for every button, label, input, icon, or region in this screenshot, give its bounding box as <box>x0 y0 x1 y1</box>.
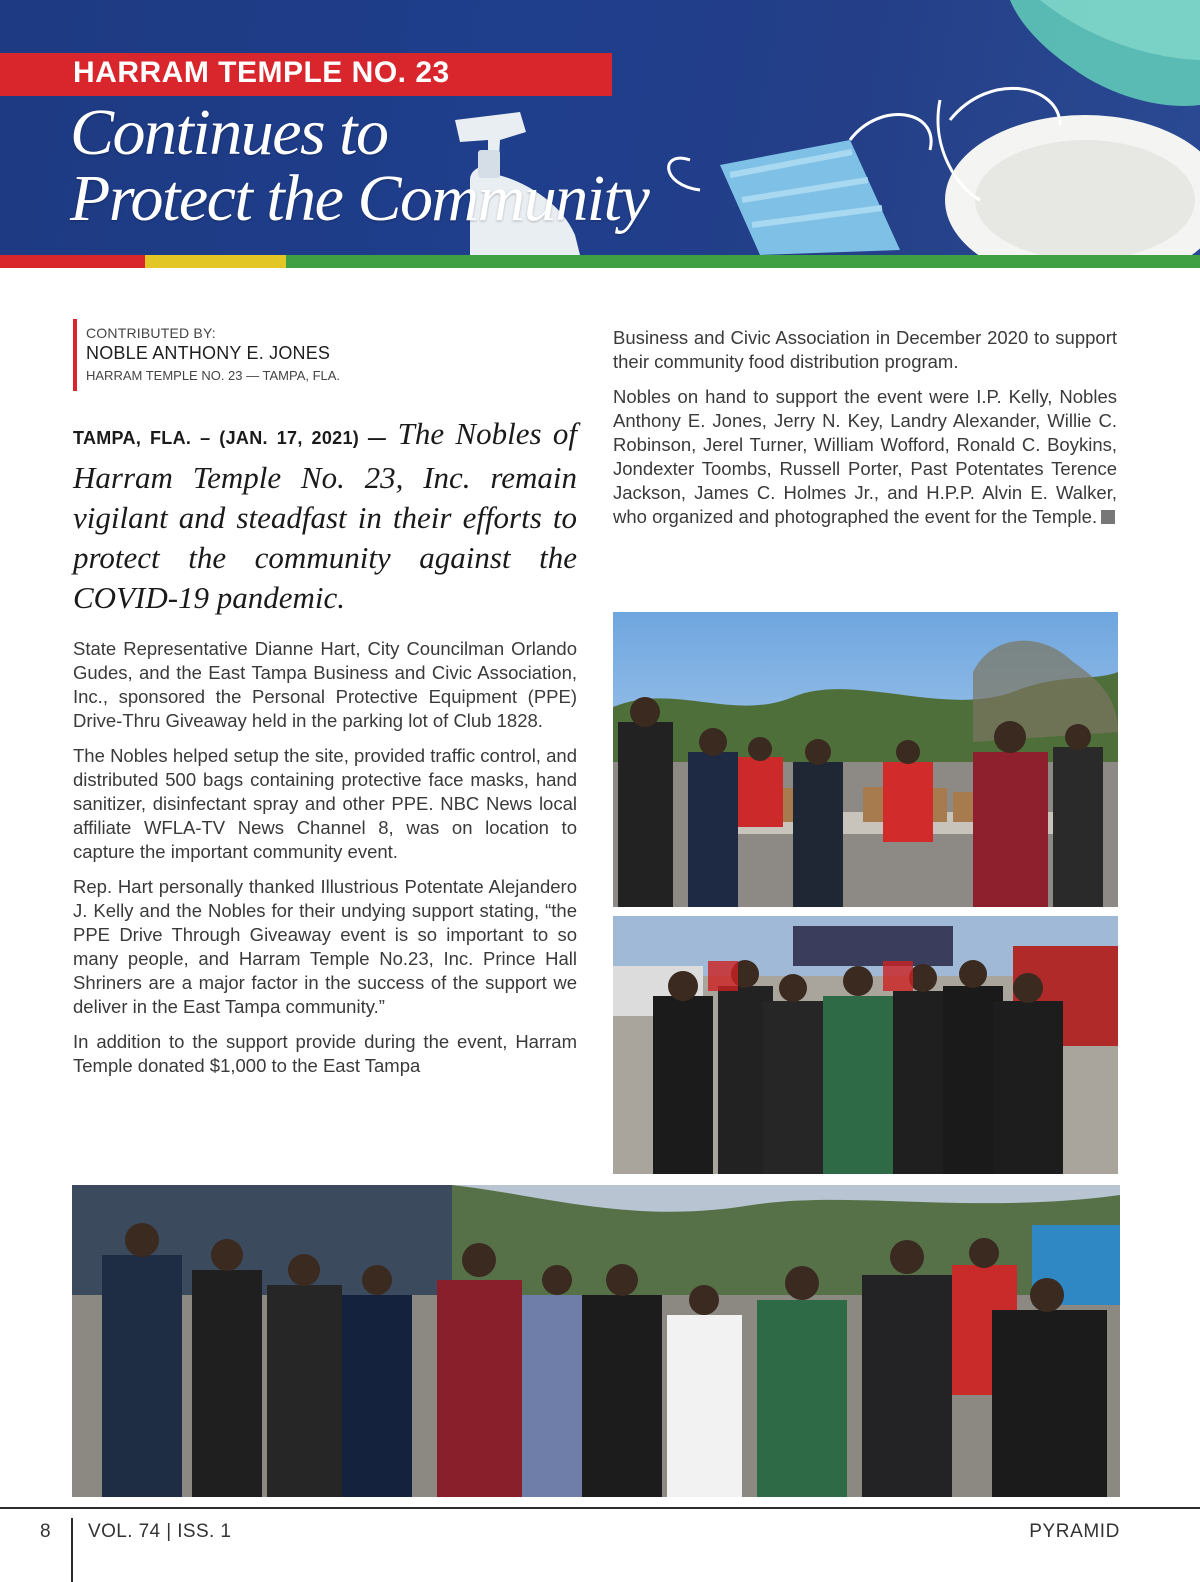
article-headline <box>70 96 830 235</box>
body-column-left <box>73 637 577 1089</box>
headline-line-2: Protect the Community <box>70 162 649 235</box>
page-number: 8 <box>40 1521 51 1542</box>
header-banner <box>0 0 1200 268</box>
issue-info: VOL. 74 | ISS. 1 <box>88 1521 232 1542</box>
body-paragraph: Rep. Hart personally thanked Illustrious Potentate Alejandero J. Kelly and the Nobles for their undying support stating, “the PPE Drive Through Giveaway event is so important to so many people, and Harram Temple No.23, Inc. Prince Hall Shriners are a major factor in the success of the support we deliver in the East Tampa community.” <box>73 876 577 1017</box>
body-paragraph: Business and Civic Association in December 2020 to support their community food distribution program. <box>613 327 1117 372</box>
contributor-block <box>73 319 340 391</box>
event-photo-large-group <box>72 1185 1120 1497</box>
dateline: TAMPA, FLA. – (JAN. 17, 2021) — <box>73 428 387 448</box>
event-photo-nobles-group <box>613 916 1118 1174</box>
contributor-temple: HARRAM TEMPLE NO. 23 — TAMPA, FLA. <box>86 368 341 383</box>
footer-separator <box>71 1518 73 1582</box>
footer-rule <box>0 1507 1200 1509</box>
body-column-right <box>613 326 1117 540</box>
lead-paragraph <box>73 414 577 618</box>
body-paragraph-end <box>613 385 1117 529</box>
event-photo-ppe-table <box>613 612 1118 907</box>
contributed-by-label: CONTRIBUTED BY: <box>86 325 216 341</box>
color-bar-red <box>0 255 145 268</box>
lead-text: The Nobles of Harram Temple No. 23, Inc. remain vigilant and steadfast in their efforts to protect the community against the COVID-19 pandemic. <box>73 416 577 615</box>
end-of-article-mark <box>1101 510 1115 524</box>
kicker-title: HARRAM TEMPLE NO. 23 <box>73 56 450 89</box>
headline-line-1: Continues to <box>70 96 388 169</box>
color-bar-yellow <box>145 255 286 268</box>
body-paragraph: The Nobles helped setup the site, provided traffic control, and distributed 500 bags containing protective face masks, hand sanitizer, disinfectant spray and other PPE. NBC News local affiliate WFLA-TV News Channel 8, was on location to capture the important community event. <box>73 745 577 862</box>
magazine-name: PYRAMID <box>1029 1521 1120 1542</box>
body-paragraph: State Representative Dianne Hart, City Councilman Orlando Gudes, and the East Tampa Business and Civic Association, Inc., sponsored the Personal Protective Equipment (PPE) Drive-Thru Giveaway held in the parking lot of Club 1828. <box>73 638 577 731</box>
color-bar-green <box>286 255 1200 268</box>
contributor-name: NOBLE ANTHONY E. JONES <box>86 343 331 363</box>
body-paragraph: In addition to the support provide during the event, Harram Temple donated $1,000 to the East Tampa <box>73 1031 577 1076</box>
body-paragraph-text: Nobles on hand to support the event were I.P. Kelly, Nobles Anthony E. Jones, Jerry N. Key, Landry Alexander, Willie C. Robinson, Jerel Turner, William Wofford, Ronald C. Boykins, Jondexter Toombs, Russell Porter, Past Potentates Terence Jackson, James C. Holmes Jr., and H.P.P. Alvin E. Walker, who organized and photographed the event for the Temple. <box>613 386 1117 527</box>
